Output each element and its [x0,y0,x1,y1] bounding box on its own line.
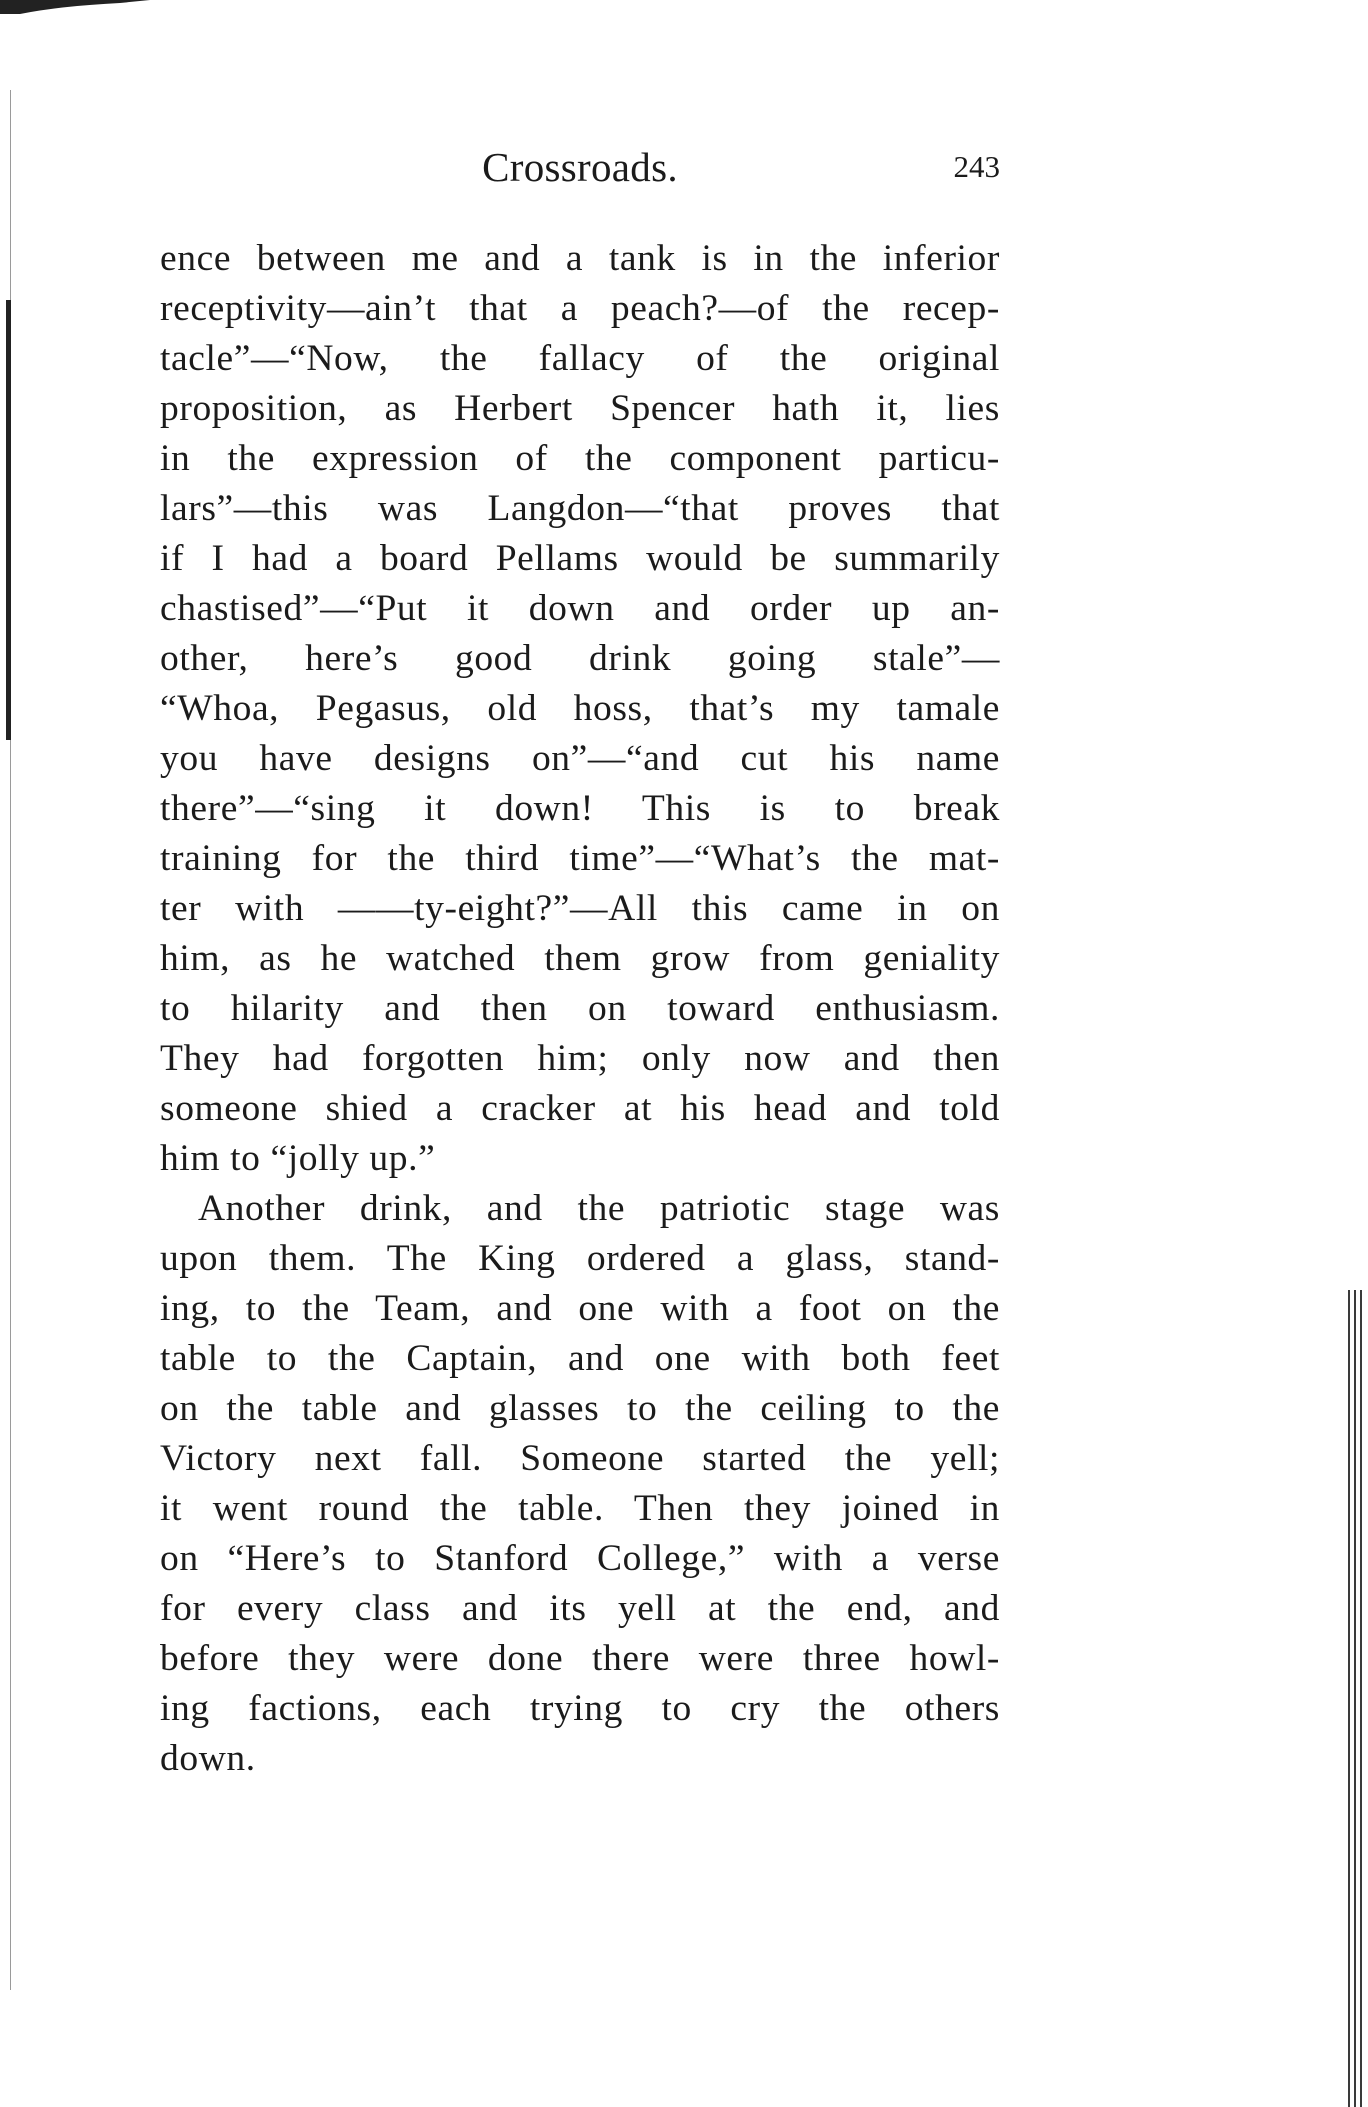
text-line: it went round the table. Then they joined in [160,1488,1000,1529]
text-line: for every class and its yell at the end, and [160,1588,1000,1629]
text-line: on “Here’s to Stanford College,” with a verse [160,1538,1000,1579]
text-line: down. [160,1738,256,1779]
text-line: on the table and glasses to the ceiling to the [160,1388,1000,1429]
text-line: receptivity—ain’t that a peach?—of the recep- [160,288,1000,329]
scan-corner-mark [0,0,150,14]
text-line: in the expression of the component particu- [160,438,1000,479]
text-line: proposition, as Herbert Spencer hath it, lies [160,388,1000,429]
running-title: Crossroads. [482,144,678,190]
text-line: someone shied a cracker at his head and told [160,1088,1000,1129]
text-line: ence between me and a tank is in the inferior [160,238,1000,279]
text-line: there”—“sing it down! This is to break [160,788,1000,829]
scan-right-edge [1348,1290,1362,2107]
paragraph [160,234,1000,1184]
body-text [160,234,1000,1784]
text-line: to hilarity and then on toward enthusiasm. [160,988,1000,1029]
scan-binding-shadow [6,300,11,740]
paragraph [160,1184,1000,1784]
text-line: training for the third time”—“What’s the mat- [160,838,1000,879]
text-line: if I had a board Pellams would be summarily [160,538,1000,579]
text-line: him to “jolly up.” [160,1138,436,1179]
text-line: upon them. The King ordered a glass, stand- [160,1238,1000,1279]
text-line: table to the Captain, and one with both feet [160,1338,1000,1379]
text-line: before they were done there were three howl- [160,1638,1000,1679]
text-line: Victory next fall. Someone started the yell; [160,1438,1000,1479]
text-line: tacle”—“Now, the fallacy of the original [160,338,1000,379]
text-line: They had forgotten him; only now and then [160,1038,1000,1079]
text-line: “Whoa, Pegasus, old hoss, that’s my tamale [160,688,1000,729]
text-line: Another drink, and the patriotic stage was [198,1188,1000,1229]
text-line: other, here’s good drink going stale”— [160,638,1000,679]
text-line: him, as he watched them grow from geniality [160,938,1000,979]
text-line: ing factions, each trying to cry the others [160,1688,1000,1729]
text-line: ing, to the Team, and one with a foot on the [160,1288,1000,1329]
text-line: chastised”—“Put it down and order up an- [160,588,1000,629]
page-number: 243 [953,149,1000,184]
text-line: lars”—this was Langdon—“that proves that [160,488,1000,529]
text-line: ter with ——ty-eight?”—All this came in on [160,888,1000,929]
text-line: you have designs on”—“and cut his name [160,738,1000,779]
running-head [160,143,1000,203]
